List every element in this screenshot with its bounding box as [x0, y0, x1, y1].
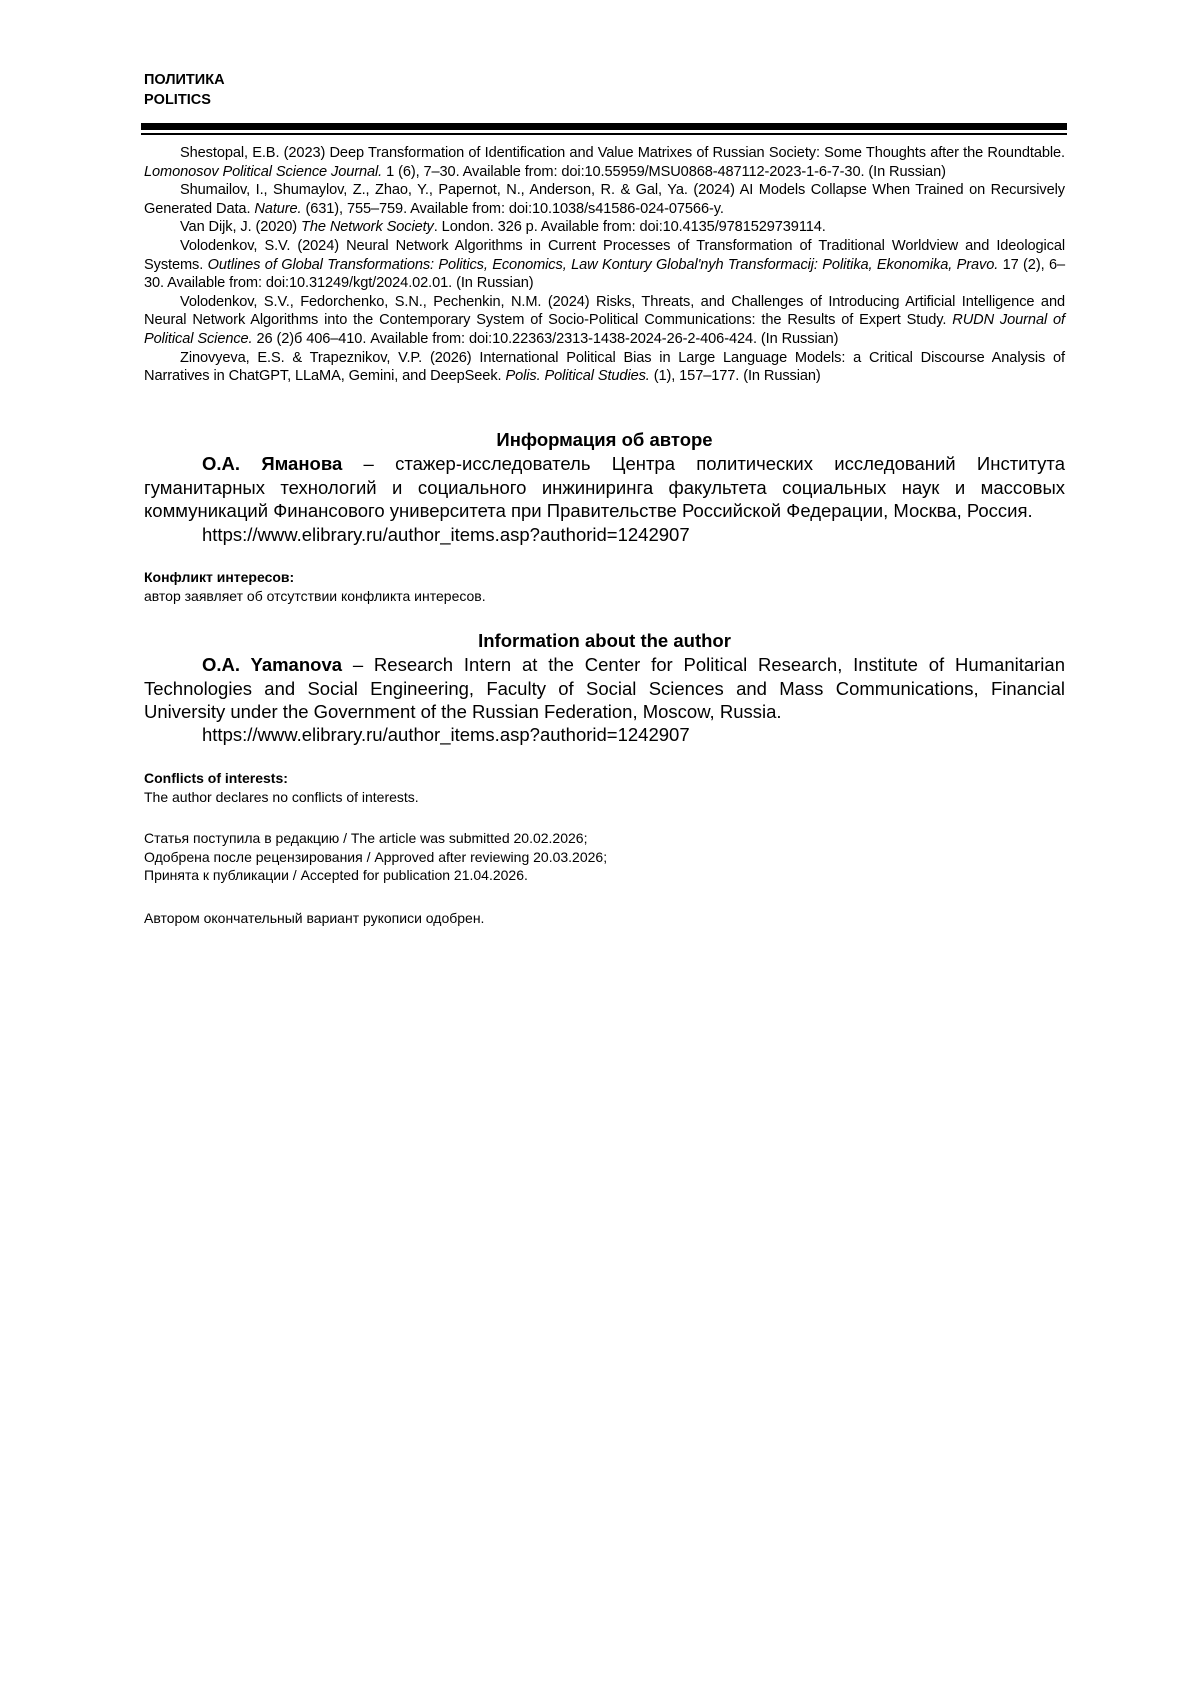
- final-approval-note: Автором окончательный вариант рукописи одобрен.: [144, 910, 485, 926]
- reference-item: Zinovyeva, E.S. & Trapeznikov, V.P. (2026) International Political Bias in Large Language Models: a Critical Discourse Analysis of Narratives in ChatGPT, LLaMA, Gemini, and DeepSeek. Polis. Political Studies. (1), 157–177. (In Russian): [144, 349, 1065, 385]
- header-section-ru: ПОЛИТИКА: [144, 72, 225, 88]
- author-info-title-en: Information about the author: [478, 630, 731, 651]
- header-rule-thin: [141, 133, 1067, 135]
- conflict-heading-en: Conflicts of interests:: [144, 770, 288, 786]
- author-profile-link-en[interactable]: https://www.elibrary.ru/author_items.asp?authorid=1242907: [202, 724, 690, 745]
- header-rule-thick: [141, 123, 1067, 130]
- author-info-title-ru: Информация об авторе: [496, 429, 713, 450]
- conflict-text-en: The author declares no conflicts of interests.: [144, 789, 419, 805]
- date-accepted: Принята к публикации / Accepted for publication 21.04.2026.: [144, 867, 528, 883]
- reference-item: Shestopal, E.B. (2023) Deep Transformation of Identification and Value Matrixes of Russian Society: Some Thoughts after the Roundtable. Lomonosov Political Science Journal. 1 (6), 7–30. Available from: doi:10.55959/MSU0868-487112-2023-1-6-7-30. (In Russian): [144, 145, 1065, 180]
- author-description-en: – Research Intern at the Center for Political Research, Institute of Humanitarian Technologies and Social Engineering, Faculty of Social Sciences and Mass Communications, Financial University under the Government of the Russian Federation, Moscow, Russia.: [144, 654, 1065, 722]
- reference-list: [144, 144, 1065, 386]
- author-bio-en: [144, 653, 1065, 724]
- author-profile-link-ru[interactable]: https://www.elibrary.ru/author_items.asp?authorid=1242907: [202, 524, 690, 545]
- author-name-en: O.A. Yamanova: [202, 654, 343, 675]
- author-description-ru: – стажер-исследователь Центра политических исследований Института гуманитарных технологий и социального инжиниринга факультета социальных наук и массовых коммуникаций Финансового университета при Правительстве Российской Федерации, Москва, Россия.: [144, 453, 1065, 521]
- author-name-ru: О.А. Яманова: [202, 453, 343, 474]
- running-header: [144, 70, 225, 110]
- date-approved: Одобрена после рецензирования / Approved after reviewing 20.03.2026;: [144, 848, 608, 865]
- reference-item: Volodenkov, S.V., Fedorchenko, S.N., Pechenkin, N.M. (2024) Risks, Threats, and Challenges of Introducing Artificial Intelligence and Neural Network Algorithms into the Contemporary System of Socio-Political Communications: the Results of Expert Study. RUDN Journal of Political Science. 26 (2)б 406–410. Available from: doi:10.22363/2313-1438-2024-26-2-406-424. (In Russian): [144, 293, 1065, 347]
- author-bio-ru: [144, 452, 1065, 523]
- reference-item: Volodenkov, S.V. (2024) Neural Network Algorithms in Current Processes of Transformation of Traditional Worldview and Ideological Systems. Outlines of Global Transformations: Politics, Economics, Law Kontury Global'nyh Transformacij: Politika, Ekonomika, Pravo. 17 (2), 6–30. Available from: doi:10.31249/kgt/2024.02.01. (In Russian): [144, 237, 1065, 292]
- conflict-heading-ru: Конфликт интересов:: [144, 569, 295, 585]
- header-section-en: POLITICS: [144, 92, 211, 108]
- publication-dates: [144, 829, 607, 885]
- reference-item: Shumailov, I., Shumaylov, Z., Zhao, Y., Papernot, N., Anderson, R. & Gal, Ya. (2024) AI Models Collapse When Trained on Recursively Generated Data. Nature. (631), 755–759. Available from: doi:10.1038/s41586-024-07566-y.: [144, 182, 1065, 217]
- reference-item: Van Dijk, J. (2020) The Network Society. London. 326 p. Available from: doi:10.4135/9781529739114.: [180, 219, 826, 236]
- date-submitted: Статья поступила в редакцию / The article was submitted 20.02.2026;: [144, 830, 588, 846]
- conflict-text-ru: автор заявляет об отсутствии конфликта интересов.: [144, 588, 486, 604]
